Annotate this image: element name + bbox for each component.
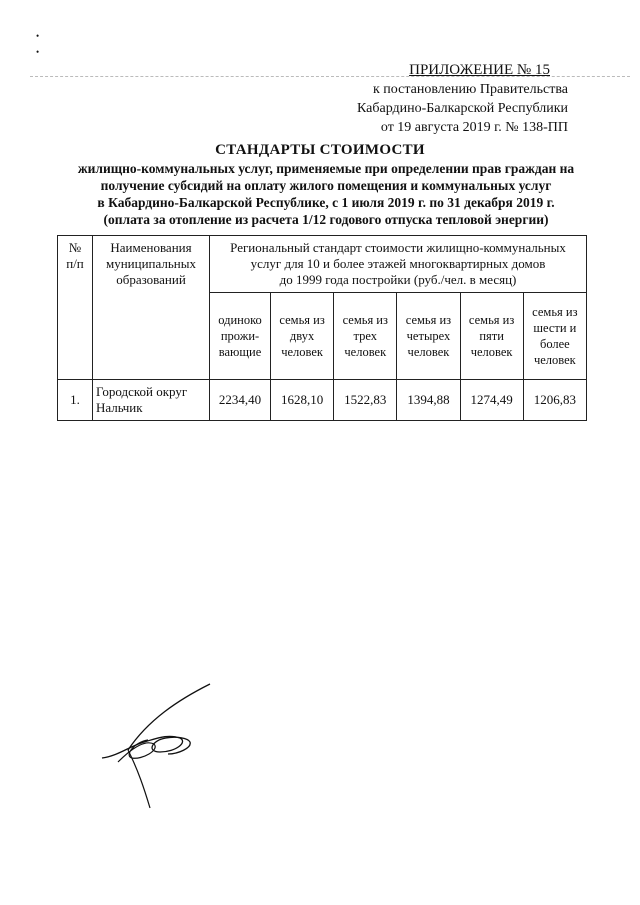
table-row — [58, 380, 587, 421]
document-subtitle — [56, 160, 596, 228]
value-cell: 1628,10 — [271, 380, 334, 421]
row-number: 1. — [58, 380, 93, 421]
value-cell: 1274,49 — [460, 380, 523, 421]
decree-line: от 19 августа 2019 г. № 138-ПП — [380, 120, 568, 135]
column-header-six-plus: семья из шести и более человек — [523, 293, 586, 380]
signature — [98, 680, 238, 810]
column-header-four: семья из четырех человек — [397, 293, 460, 380]
header-municipality: Наименования муниципальных образований — [93, 236, 210, 380]
subtitle-line: в Кабардино-Балкарской Республике, с 1 июля 2019 г. по 31 декабря 2019 г. — [97, 195, 555, 210]
value-cell: 2234,40 — [210, 380, 271, 421]
header-number: № п/п — [58, 236, 93, 380]
value-cell: 1206,83 — [523, 380, 586, 421]
document-title: СТАНДАРТЫ СТОИМОСТИ — [215, 142, 425, 158]
appendix-label: ПРИЛОЖЕНИЕ № 15 — [409, 62, 550, 78]
divider-line — [30, 76, 630, 77]
decree-reference — [318, 80, 568, 137]
column-header-two: семья из двух человек — [271, 293, 334, 380]
decree-line: к постановлению Правительства — [372, 82, 568, 97]
subtitle-line: получение субсидий на оплату жилого помещения и коммунальных услуг — [100, 178, 552, 193]
value-cell: 1522,83 — [334, 380, 397, 421]
subtitle-line: жилищно-коммунальных услуг, применяемые при определении прав граждан на — [77, 161, 575, 176]
margin-marks: • • — [36, 31, 40, 57]
standards-table — [57, 235, 587, 421]
value-cell: 1394,88 — [397, 380, 460, 421]
subtitle-line: (оплата за отопление из расчета 1/12 годового отпуска тепловой энергии) — [103, 212, 549, 227]
column-header-three: семья из трех человек — [334, 293, 397, 380]
row-municipality: Городской округ Нальчик — [93, 380, 210, 421]
header-regional-standard: Региональный стандарт стоимости жилищно-коммунальных услуг для 10 и более этажей многоквартирных домов до 1999 года постройки (руб./чел. в месяц) — [210, 236, 587, 293]
column-header-single: одиноко прожи- вающие — [210, 293, 271, 380]
decree-line: Кабардино-Балкарской Республики — [357, 101, 568, 116]
column-header-five: семья из пяти человек — [460, 293, 523, 380]
